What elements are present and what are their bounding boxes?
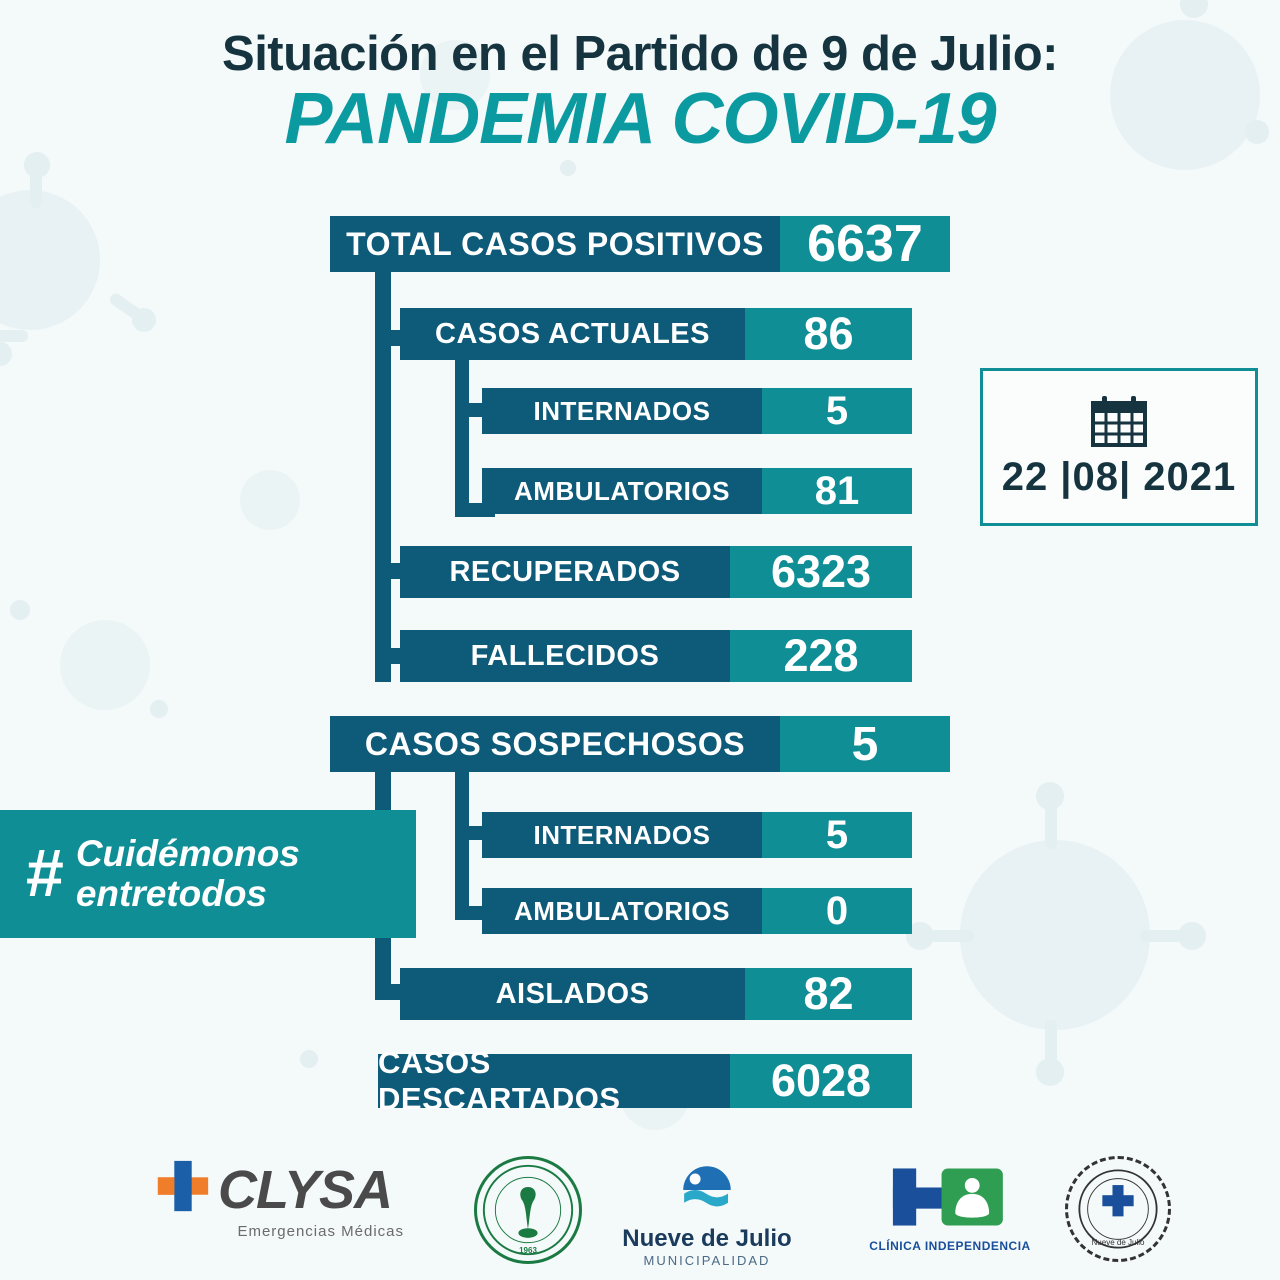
stat-value: 228 [730, 630, 912, 682]
stat-row-aislados [400, 968, 912, 1020]
stat-label: CASOS ACTUALES [400, 308, 745, 360]
stat-value: 0 [762, 888, 912, 934]
stat-value: 6637 [780, 216, 950, 272]
municipalidad-title: Nueve de Julio [622, 1225, 792, 1252]
stat-row-casos-descartados [378, 1045, 912, 1116]
hashtag-line-2: entretodos [75, 873, 268, 914]
hashtag-banner [0, 810, 416, 938]
hash-symbol: # [26, 835, 64, 912]
municipalidad-subtitle: MUNICIPALIDAD [643, 1253, 771, 1268]
stat-value: 5 [762, 812, 912, 858]
calendar-icon [1091, 395, 1147, 447]
date-box [980, 368, 1258, 526]
date-text: 22 |08| 2021 [1001, 454, 1237, 499]
stat-row-casos-sospechosos [330, 716, 950, 772]
stat-label: AMBULATORIOS [482, 888, 762, 934]
clinica-cross-icon [885, 1160, 1015, 1234]
stat-label: TOTAL CASOS POSITIVOS [330, 216, 780, 272]
stat-row-casos-actuales [400, 308, 912, 360]
stat-row-internados-activos [482, 388, 912, 434]
stat-label: AISLADOS [400, 968, 745, 1020]
stat-label: FALLECIDOS [400, 630, 730, 682]
stat-value: 86 [745, 308, 912, 360]
stat-label: CASOS SOSPECHOSOS [330, 716, 780, 772]
stat-row-ambulatorios-sospechosos [482, 888, 912, 934]
page-title [0, 28, 1280, 157]
clysa-logo [138, 1158, 408, 1240]
circulo-medico-logo [468, 1156, 588, 1264]
stat-row-fallecidos [400, 630, 912, 682]
clysa-cross-icon [154, 1158, 212, 1221]
municipalidad-mark-icon [675, 1162, 739, 1218]
stat-value: 82 [745, 968, 912, 1020]
stat-row-total-casos-positivos [330, 216, 950, 272]
circulo-medico-caption: 1963 [519, 1245, 537, 1255]
clinica-independencia-logo [860, 1160, 1040, 1253]
title-line-1: Situación en el Partido de 9 de Julio: [222, 27, 1058, 81]
title-line-2: PANDEMIA COVID-19 [284, 78, 996, 159]
stat-value: 6028 [730, 1054, 912, 1108]
stat-row-ambulatorios-activos [482, 468, 912, 514]
stat-label: INTERNADOS [482, 388, 762, 434]
stat-row-internados-sospechosos [482, 812, 912, 858]
clysa-subtitle: Emergencias Médicas [237, 1223, 404, 1240]
stat-value: 5 [780, 716, 950, 772]
footer-logos [0, 1150, 1280, 1280]
acp-caption: Nueve de Julio [1091, 1237, 1145, 1247]
acp-nueve-de-julio-logo [1058, 1156, 1178, 1262]
stat-row-recuperados [400, 546, 912, 598]
stat-value: 6323 [730, 546, 912, 598]
clysa-wordmark: CLYSA [217, 1159, 392, 1220]
stat-label: AMBULATORIOS [482, 468, 762, 514]
clinica-title: CLÍNICA INDEPENDENCIA [869, 1239, 1031, 1253]
stat-label: INTERNADOS [482, 812, 762, 858]
stat-value: 5 [762, 388, 912, 434]
stat-value: 81 [762, 468, 912, 514]
municipalidad-logo [612, 1162, 802, 1268]
hashtag-line-1: Cuidémonos [75, 833, 300, 875]
stat-label: CASOS DESCARTADOS [378, 1054, 730, 1108]
stat-label: RECUPERADOS [400, 546, 730, 598]
